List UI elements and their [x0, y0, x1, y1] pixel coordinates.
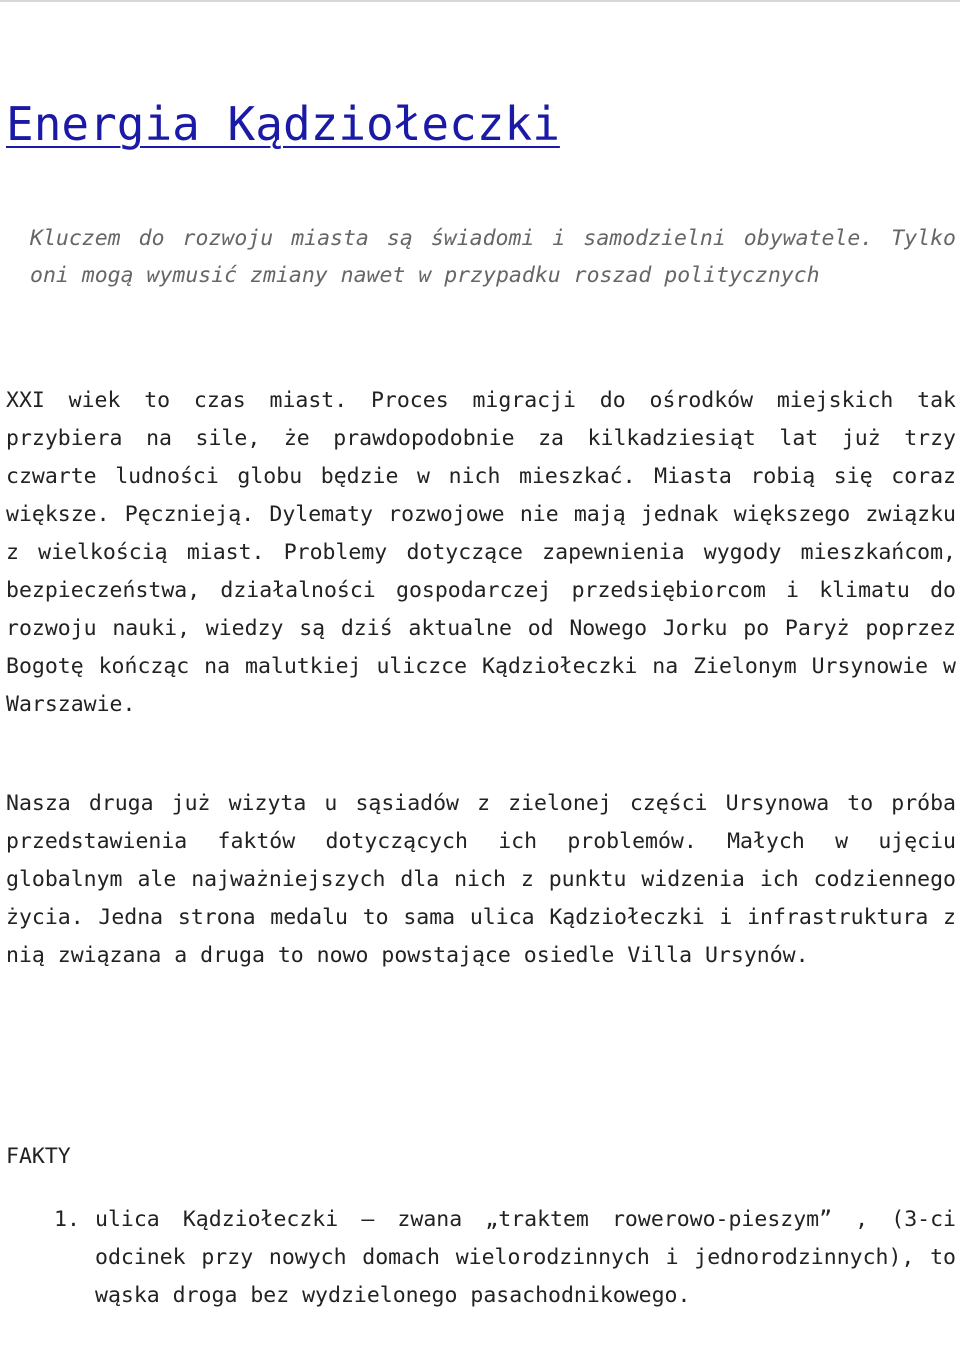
article-title[interactable]: Energia Kądziołeczki [6, 97, 560, 151]
facts-list [0, 1201, 956, 1315]
article-lead: Kluczem do rozwoju miasta są świadomi i samodzielni obywatele. Tylko oni mogą wymusić zmiany nawet w przypadku roszad politycznych [30, 226, 956, 288]
article-paragraph-1: XXI wiek to czas miast. Proces migracji do ośrodków miejskich tak przybiera na sile, że prawdopodobnie za kilkadziesiąt lat już trzy czwarte ludności globu będzie w nich mieszkać. Miasta robią się coraz większe. Pęcznieją. Dylematy rozwojowe nie mają jednak większego związku z wielkością miast. Problemy dotyczące zapewnienia wygody mieszkańcom, bezpieczeństwa, działalności gospodarczej przedsiębiorcom i klimatu do rozwoju nauki, wiedzy są dziś aktualne od Nowego Jorku po Paryż poprzez Bogotę kończąc na malutkiej uliczce Kądziołeczki na Zielonym Ursynowie w Warszawie. [6, 388, 956, 717]
facts-heading: FAKTY [6, 1144, 71, 1169]
fact-text: ulica Kądziołeczki – zwana „traktem rowerowo-pieszym” , (3-ci odcinek przy nowych domach wielorodzinnych i jednorodzinnych), to wąska droga bez wydzielonego pasachodnikowego. [95, 1207, 956, 1308]
top-divider [0, 0, 960, 2]
article-paragraph-2: Nasza druga już wizyta u sąsiadów z zielonej części Ursynowa to próba przedstawienia faktów dotyczących ich problemów. Małych w ujęciu globalnym ale najważniejszych dla nich z punktu widzenia ich codziennego życia. Jedna strona medalu to sama ulica Kądziołeczki i infrastruktura z nią związana a druga to nowo powstające osiedle Villa Ursynów. [6, 791, 956, 968]
fact-number: 1. [54, 1207, 80, 1232]
fact-item [0, 1201, 956, 1315]
